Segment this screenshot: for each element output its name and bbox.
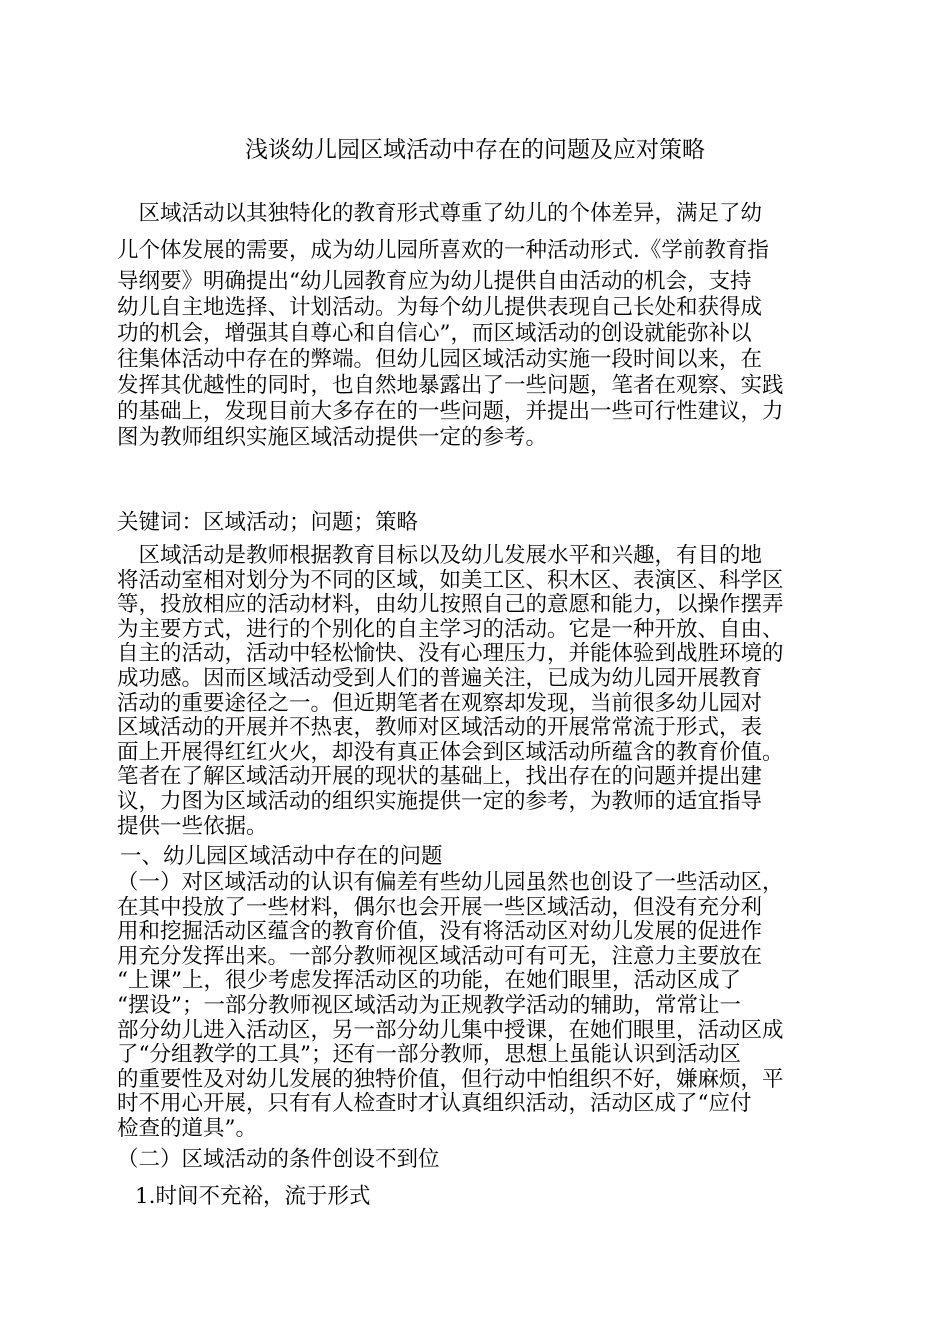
intro-paragraph [117, 544, 837, 839]
section1-line: 检查的道具”。 [117, 1116, 257, 1141]
abstract-line: 往集体活动中存在的弊端。但幼儿园区域活动实施一段时间以来，在 [117, 347, 763, 372]
section1-line: 的重要性及对幼儿发展的独特价值，但行动中怕组织不好，嫌麻烦，平 [117, 1067, 784, 1092]
intro-line: 自主的活动，活动中轻松愉快、没有心理压力，并能体验到战胜环境的 [117, 642, 784, 667]
section1-line: 在其中投放了一些材料，偶尔也会开展一些区域活动，但没有充分利 [117, 895, 763, 920]
abstract-paragraph [117, 195, 837, 451]
document-title: 浅谈幼儿园区域活动中存在的问题及应对策略 [245, 137, 705, 163]
section1-line: 部分幼儿进入活动区，另一部分幼儿集中授课，在她们眼里，活动区成 [117, 1018, 784, 1043]
abstract-line: 功的机会，增强其自尊心和自信心”，而区域活动的创设就能弥补以 [117, 321, 752, 346]
intro-line: 为主要方式，进行的个别化的自主学习的活动。它是一种开放、自由、 [117, 617, 784, 642]
abstract-line: 图为教师组织实施区域活动提供一定的参考。 [117, 425, 548, 450]
intro-line: 成功感。因而区域活动受到人们的普遍关注，已成为幼儿园开展教育 [117, 666, 763, 691]
subsection-item: 1.时间不充裕，流于形式 [135, 1184, 371, 1209]
section1-line: 时不用心开展，只有有人检查时才认真组织活动，活动区成了“应付 [117, 1092, 752, 1117]
intro-line: 区域活动的开展并不热衷，教师对区域活动的开展常常流于形式，表 [117, 716, 763, 741]
section-heading: 一、幼儿园区域活动中存在的问题 [120, 844, 443, 869]
intro-line: 面上开展得红红火火，却没有真正体会到区域活动所蕴含的教育价值。 [117, 740, 784, 765]
section1-line: “摆设”；一部分教师视区域活动为正规教学活动的辅助，常常让一 [117, 993, 741, 1018]
intro-line: 笔者在了解区域活动开展的现状的基础上，找出存在的问题并提出建 [117, 765, 763, 790]
intro-line: 区域活动是教师根据教育目标以及幼儿发展水平和兴趣，有目的地 [117, 544, 763, 568]
section1-line: 了“分组教学的工具”；还有一部分教师，思想上虽能认识到活动区 [117, 1043, 741, 1068]
section1-paragraph [117, 871, 837, 1142]
abstract-line: 区域活动以其独特化的教育形式尊重了幼儿的个体差异，满足了幼 [117, 201, 763, 226]
abstract-line: 导纲要》明确提出“幼儿园教育应为幼儿提供自由活动的机会，支持 [117, 269, 752, 294]
section1-line: “上课”上，很少考虑发挥活动区的功能，在她们眼里，活动区成了 [117, 969, 741, 994]
abstract-line: 幼儿自主地选择、计划活动。为每个幼儿提供表现自己长处和获得成 [117, 295, 763, 320]
intro-line: 将活动室相对划分为不同的区域，如美工区、积木区、表演区、科学区 [117, 568, 784, 593]
section1-line: 用充分发挥出来。一部分教师视区域活动可有可无，注意力主要放在 [117, 944, 763, 969]
intro-line: 提供一些依据。 [117, 814, 268, 839]
intro-line: 议，力图为区域活动的组织实施提供一定的参考，为教师的适宜指导 [117, 789, 763, 814]
section1-line: 用和挖掘活动区蕴含的教育价值，没有将活动区对幼儿发展的促进作 [117, 920, 763, 945]
abstract-line: 的基础上，发现目前大多存在的一些问题，并提出一些可行性建议，力 [117, 399, 784, 424]
abstract-line: 发挥其优越性的同时，也自然地暴露出了一些问题，笔者在观察、实践 [117, 373, 784, 398]
intro-line: 活动的重要途径之一。但近期笔者在观察却发现，当前很多幼儿园对 [117, 691, 763, 716]
keywords-line: 关键词：区域活动；问题；策略 [117, 510, 419, 535]
intro-line: 等，投放相应的活动材料，由幼儿按照自己的意愿和能力，以操作摆弄 [117, 593, 784, 618]
subsection-heading: （二）区域活动的条件创设不到位 [117, 1147, 440, 1172]
section1-line: （一）对区域活动的认识有偏差有些幼儿园虽然也创设了一些活动区， [117, 871, 784, 895]
abstract-line: 儿个体发展的需要，成为幼儿园所喜欢的一种活动形式.《学前教育指 [117, 238, 769, 263]
